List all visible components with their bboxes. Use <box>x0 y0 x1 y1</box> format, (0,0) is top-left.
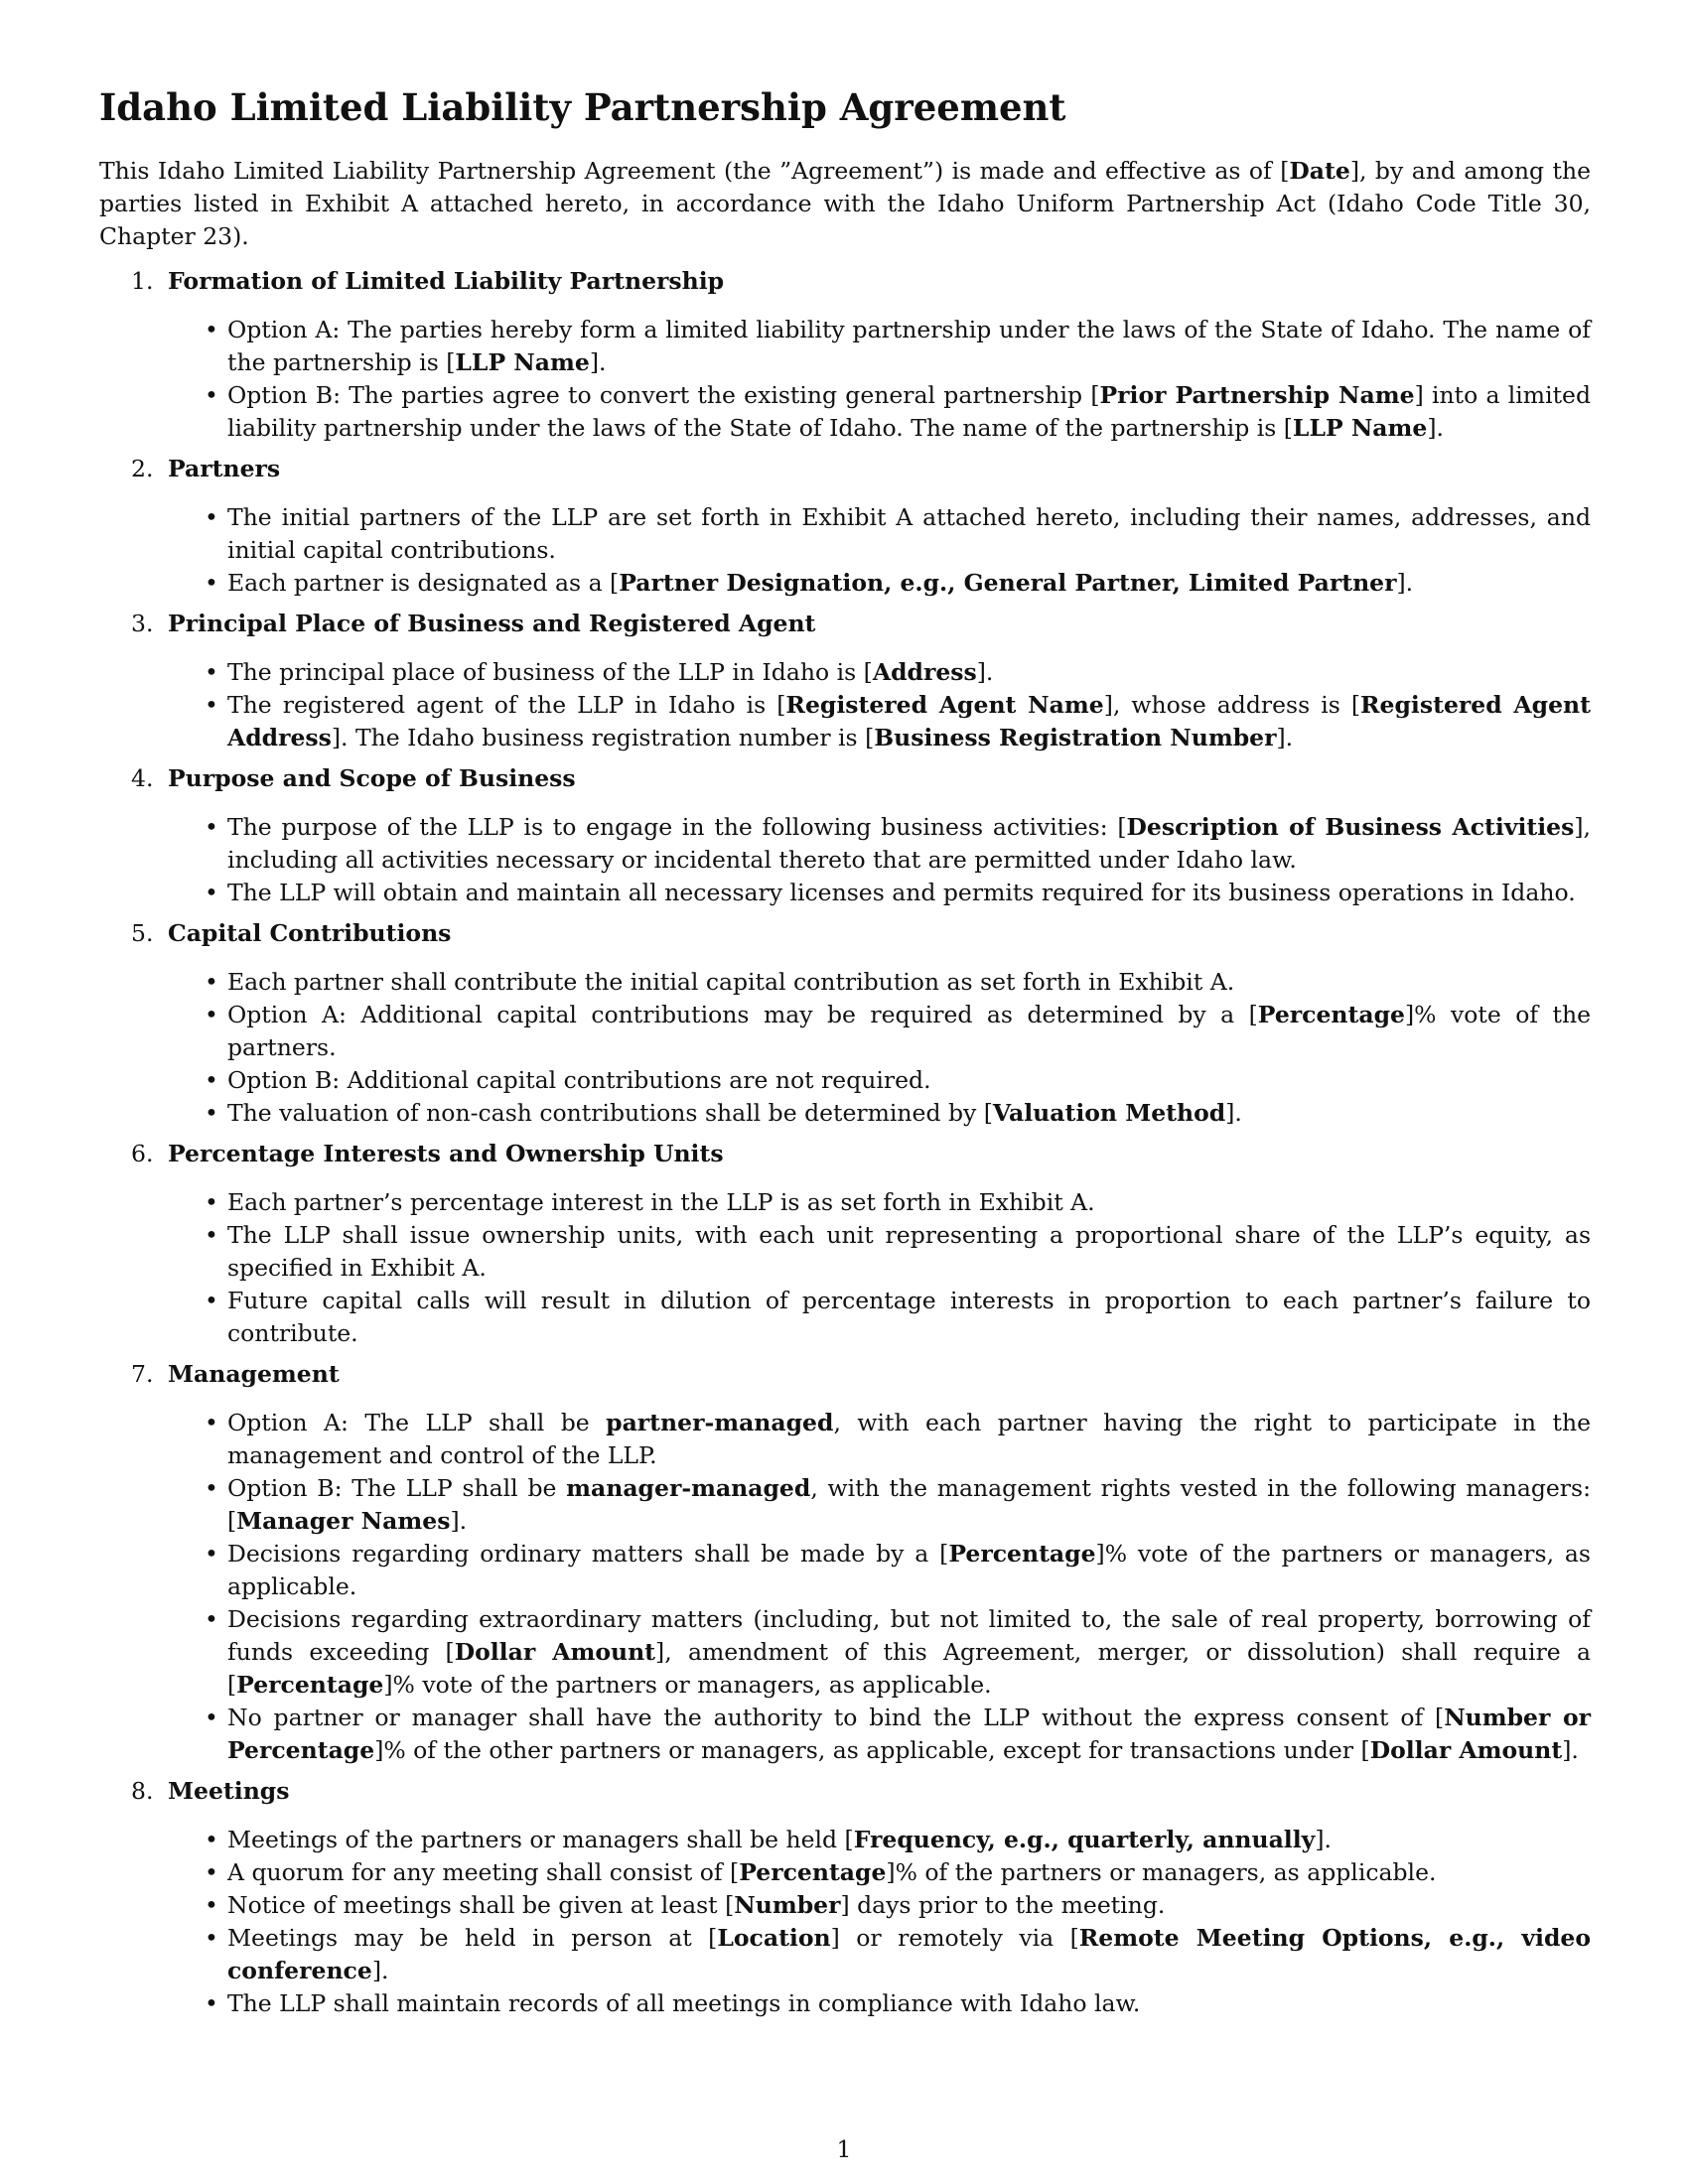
placeholder-field: Registered Agent Address <box>227 691 1591 752</box>
bullet-icon: • <box>205 316 218 344</box>
intro-text-2: ], by and among the parties listed in Exhibit A attached hereto, in accordance with the Idaho Uniform Partnership Act (Idaho Code Title 30, Chapter 23). <box>99 157 1591 251</box>
placeholder-field: Description of Business Activities <box>1126 813 1575 842</box>
placeholder-field: Percentage <box>739 1858 887 1887</box>
bullet-list <box>168 1824 1591 2020</box>
bullet-icon: • <box>205 1221 218 1250</box>
bullet-list <box>168 314 1591 445</box>
list-item <box>168 1219 1591 1285</box>
list-item <box>168 1922 1591 1987</box>
item-text: ] days prior to the meeting. <box>840 1891 1166 1920</box>
item-text: ]. <box>371 1957 389 1985</box>
list-item <box>168 1407 1591 1472</box>
document-page <box>99 85 1591 2028</box>
section-title: Formation of Limited Liability Partnership <box>168 267 725 296</box>
bullet-icon: • <box>205 968 218 997</box>
section-number: 1. <box>131 267 154 296</box>
item-text: ]% vote of the partners. <box>227 1001 1592 1062</box>
bullet-icon: • <box>205 1066 218 1095</box>
bullet-list <box>168 966 1591 1130</box>
placeholder-field: Valuation Method <box>992 1099 1226 1128</box>
list-item <box>168 689 1591 754</box>
section-number: 3. <box>131 610 154 638</box>
section-percentage-interests <box>99 1138 1591 1350</box>
item-text: ], including all activities necessary or incidental thereto that are permitted under Idaho law. <box>227 813 1592 875</box>
list-item <box>168 966 1591 999</box>
item-text: ]. <box>450 1507 468 1536</box>
item-text: , with the management rights vested in the following managers: [ <box>227 1474 1591 1536</box>
list-item <box>168 1538 1591 1603</box>
intro-date-placeholder: Date <box>1289 157 1350 186</box>
section-title: Percentage Interests and Ownership Units <box>168 1140 724 1168</box>
bullet-icon: • <box>205 1409 218 1437</box>
section-number: 2. <box>131 455 154 483</box>
bullet-icon: • <box>205 1540 218 1569</box>
section-title: Purpose and Scope of Business <box>168 764 576 793</box>
item-text: The principal place of business of the LLP in Idaho is [ <box>227 658 873 687</box>
section-title: Management <box>168 1360 340 1389</box>
bullet-icon: • <box>205 1474 218 1503</box>
list-item <box>168 1472 1591 1538</box>
placeholder-field: Location <box>717 1924 831 1953</box>
section-principal-place <box>99 608 1591 754</box>
section-title: Meetings <box>168 1777 290 1806</box>
placeholder-field: Registered Agent Name <box>785 691 1104 720</box>
list-item <box>168 379 1591 445</box>
list-item <box>168 877 1591 909</box>
item-text: ]% of the partners or managers, as applicable. <box>886 1858 1437 1887</box>
item-text: No partner or manager shall have the authority to bind the LLP without the express consent of [ <box>227 1704 1445 1732</box>
bullet-icon: • <box>205 1605 218 1634</box>
placeholder-field: Number <box>734 1891 841 1920</box>
list-item <box>168 1987 1591 2020</box>
bullet-icon: • <box>205 658 218 687</box>
section-capital-contributions <box>99 917 1591 1130</box>
placeholder-field: Prior Partnership Name <box>1099 381 1415 410</box>
list-item <box>168 1889 1591 1922</box>
bullet-icon: • <box>205 1924 218 1953</box>
item-text: Option B: The LLP shall be <box>227 1474 567 1503</box>
item-text: Option A: The LLP shall be <box>227 1409 607 1437</box>
list-item <box>168 999 1591 1064</box>
item-text: Meetings may be held in person at [ <box>227 1924 718 1953</box>
emphasis-term: partner-managed <box>606 1409 834 1437</box>
item-text: A quorum for any meeting shall consist of [ <box>227 1858 740 1887</box>
item-text: Option A: Additional capital contributions may be required as determined by a [ <box>227 1001 1258 1029</box>
item-text: Option A: The parties hereby form a limited liability partnership under the laws of the State of Idaho. The name of the partnership is [ <box>227 316 1591 377</box>
list-item <box>168 501 1591 567</box>
list-item <box>168 1064 1591 1097</box>
list-item <box>168 1285 1591 1350</box>
list-item <box>168 1702 1591 1767</box>
bullet-icon: • <box>205 1989 218 2018</box>
bullet-icon: • <box>205 1001 218 1029</box>
document-title: Idaho Limited Liability Partnership Agreement <box>99 85 1066 129</box>
section-number: 7. <box>131 1360 154 1389</box>
item-text: The initial partners of the LLP are set forth in Exhibit A attached hereto, including their names, addresses, and initial capital contributions. <box>227 503 1591 565</box>
section-title: Principal Place of Business and Registered Agent <box>168 610 816 638</box>
item-text: Notice of meetings shall be given at least [ <box>227 1891 735 1920</box>
section-number: 5. <box>131 919 154 948</box>
bullet-icon: • <box>205 1826 218 1854</box>
item-text: The valuation of non-cash contributions shall be determined by [ <box>227 1099 993 1128</box>
bullet-list <box>168 1407 1591 1767</box>
section-meetings <box>99 1775 1591 2020</box>
section-title: Capital Contributions <box>168 919 452 948</box>
item-text: ]. <box>976 658 994 687</box>
intro-paragraph <box>99 155 1591 253</box>
item-text: ] into a limited liability partnership under the laws of the State of Idaho. The name of the partnership is [ <box>227 381 1591 443</box>
bullet-list <box>168 501 1591 600</box>
item-text: The LLP shall maintain records of all meetings in compliance with Idaho law. <box>227 1989 1141 2018</box>
section-number: 6. <box>131 1140 154 1168</box>
item-text: ]. <box>1562 1736 1579 1765</box>
item-text: Option B: The parties agree to convert the existing general partnership [ <box>227 381 1100 410</box>
list-item <box>168 1824 1591 1856</box>
item-text: ]% vote of the partners or managers, as applicable. <box>383 1671 992 1700</box>
placeholder-field: Manager Names <box>236 1507 451 1536</box>
bullet-icon: • <box>205 813 218 842</box>
section-formation <box>99 265 1591 445</box>
placeholder-field: Percentage <box>948 1540 1096 1569</box>
item-text: Each partner’s percentage interest in the LLP is as set forth in Exhibit A. <box>227 1188 1095 1217</box>
bullet-list <box>168 656 1591 754</box>
bullet-list <box>168 1186 1591 1350</box>
item-text: ]. <box>589 348 607 377</box>
item-text: Decisions regarding extraordinary matters (including, but not limited to, the sale of real property, borrowing of funds exceeding [ <box>227 1605 1591 1667</box>
placeholder-field: Business Registration Number <box>874 724 1277 752</box>
bullet-icon: • <box>205 1704 218 1732</box>
list-item <box>168 314 1591 379</box>
bullet-icon: • <box>205 1188 218 1217</box>
section-partners <box>99 453 1591 600</box>
placeholder-field: Dollar Amount <box>454 1638 656 1667</box>
bullet-icon: • <box>205 691 218 720</box>
placeholder-field: Dollar Amount <box>1369 1736 1563 1765</box>
bullet-icon: • <box>205 1891 218 1920</box>
item-text: ]. The Idaho business registration number is [ <box>331 724 875 752</box>
placeholder-field: Partner Designation, e.g., General Partner, Limited Partner <box>619 569 1397 598</box>
item-text: The purpose of the LLP is to engage in the following business activities: [ <box>227 813 1127 842</box>
bullet-icon: • <box>205 1287 218 1315</box>
list-item <box>168 567 1591 600</box>
bullet-icon: • <box>205 381 218 410</box>
placeholder-field: Remote Meeting Options, e.g., video conference <box>227 1924 1591 1985</box>
item-text: ], whose address is [ <box>1103 691 1361 720</box>
item-text: Meetings of the partners or managers shall be held [ <box>227 1826 854 1854</box>
placeholder-field: Number or Percentage <box>227 1704 1591 1765</box>
item-text: ]. <box>1315 1826 1332 1854</box>
item-text: Each partner shall contribute the initial capital contribution as set forth in Exhibit A. <box>227 968 1235 997</box>
bullet-icon: • <box>205 503 218 532</box>
list-item <box>168 811 1591 877</box>
bullet-list <box>168 811 1591 909</box>
intro-text-1: This Idaho Limited Liability Partnership Agreement (the ”Agreement”) is made and effective as of [ <box>99 157 1290 186</box>
emphasis-term: manager-managed <box>566 1474 811 1503</box>
item-text: Option B: Additional capital contributions are not required. <box>227 1066 931 1095</box>
placeholder-field: Percentage <box>236 1671 384 1700</box>
section-purpose <box>99 762 1591 909</box>
item-text: ]. <box>1276 724 1294 752</box>
item-text: , with each partner having the right to participate in the management and control of the LLP. <box>227 1409 1591 1470</box>
section-number: 8. <box>131 1777 154 1806</box>
item-text: Future capital calls will result in dilution of percentage interests in proportion to each partner’s failure to contribute. <box>227 1287 1591 1348</box>
section-title: Partners <box>168 455 281 483</box>
placeholder-field: Address <box>872 658 977 687</box>
item-text: Decisions regarding ordinary matters shall be made by a [ <box>227 1540 949 1569</box>
placeholder-field: Frequency, e.g., quarterly, annually <box>853 1826 1316 1854</box>
item-text: ] or remotely via [ <box>830 1924 1079 1953</box>
item-text: ]% vote of the partners or managers, as applicable. <box>227 1540 1591 1601</box>
section-number: 4. <box>131 764 154 793</box>
bullet-icon: • <box>205 879 218 907</box>
placeholder-field: LLP Name <box>455 348 590 377</box>
item-text: ]. <box>1427 414 1444 443</box>
section-management <box>99 1358 1591 1767</box>
bullet-icon: • <box>205 1099 218 1128</box>
placeholder-field: Percentage <box>1257 1001 1405 1029</box>
list-item <box>168 1856 1591 1889</box>
list-item <box>168 1186 1591 1219</box>
item-text: The LLP shall issue ownership units, with each unit representing a proportional share of the LLP’s equity, as specified in Exhibit A. <box>227 1221 1591 1283</box>
list-item <box>168 656 1591 689</box>
item-text: The registered agent of the LLP in Idaho is [ <box>227 691 786 720</box>
item-text: ]% of the other partners or managers, as applicable, except for transactions under [ <box>374 1736 1370 1765</box>
section-list <box>99 265 1591 2020</box>
item-text: Each partner is designated as a [ <box>227 569 620 598</box>
list-item <box>168 1603 1591 1702</box>
list-item <box>168 1097 1591 1130</box>
item-text: ]. <box>1225 1099 1242 1128</box>
bullet-icon: • <box>205 569 218 598</box>
bullet-icon: • <box>205 1858 218 1887</box>
placeholder-field: LLP Name <box>1292 414 1428 443</box>
item-text: The LLP will obtain and maintain all necessary licenses and permits required for its business operations in Idaho. <box>227 879 1576 907</box>
page-number: 1 <box>836 2135 852 2163</box>
item-text: ]. <box>1396 569 1414 598</box>
item-text: ], amendment of this Agreement, merger, or dissolution) shall require a [ <box>227 1638 1592 1700</box>
